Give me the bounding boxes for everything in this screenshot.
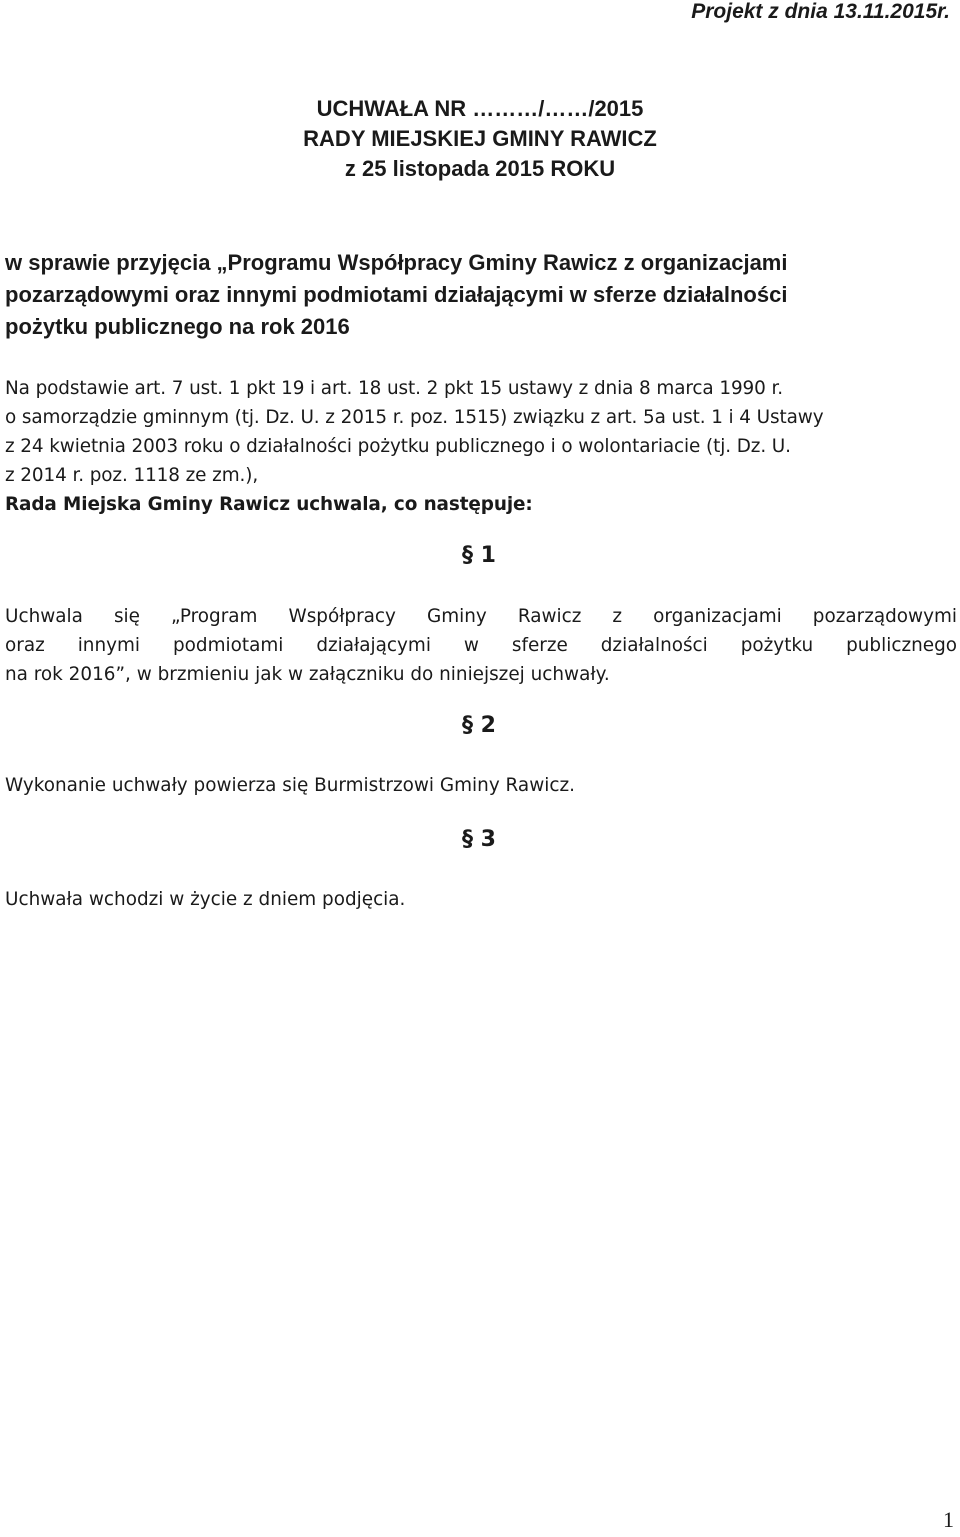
section-3-heading bbox=[462, 827, 496, 852]
page-number: 1 bbox=[943, 1507, 954, 1532]
subject-line: pozarządowymi oraz innymi podmiotami działającymi w sferze działalności bbox=[5, 282, 788, 307]
subject-line: w sprawie przyjęcia „Programu Współpracy Gminy Rawicz z organizacjami bbox=[5, 250, 788, 275]
section-1-line: na rok 2016”, w brzmieniu jak w załączniku do niniejszej uchwały. bbox=[5, 664, 610, 685]
subject-line: pożytku publicznego na rok 2016 bbox=[5, 314, 350, 339]
resolution-number: UCHWAŁA NR ………/……/2015 bbox=[316, 96, 644, 121]
council-name: RADY MIEJSKIEJ GMINY RAWICZ bbox=[303, 126, 657, 151]
enacting-clause: Rada Miejska Gminy Rawicz uchwala, co następuje: bbox=[5, 494, 533, 515]
section-1-text bbox=[5, 602, 957, 689]
section-3-text: Uchwała wchodzi w życie z dniem podjęcia. bbox=[5, 889, 406, 910]
legal-basis-line: Na podstawie art. 7 ust. 1 pkt 19 i art. 18 ust. 2 pkt 15 ustawy z dnia 8 marca 1990 r. bbox=[5, 378, 784, 399]
section-number: 1 bbox=[480, 543, 496, 568]
section-symbol: § bbox=[462, 543, 473, 568]
section-2-heading bbox=[462, 713, 496, 738]
legal-basis-line: o samorządzie gminnym (tj. Dz. U. z 2015 r. poz. 1515) związku z art. 5a ust. 1 i 4 Ustawy bbox=[5, 407, 824, 428]
section-1-heading bbox=[462, 543, 496, 568]
section-2-text: Wykonanie uchwały powierza się Burmistrzowi Gminy Rawicz. bbox=[5, 775, 575, 796]
section-symbol: § bbox=[462, 713, 473, 738]
section-number: 2 bbox=[480, 713, 496, 738]
project-date: Projekt z dnia 13.11.2015r. bbox=[691, 0, 950, 23]
section-1-line: oraz innymi podmiotami działającymi w sferze działalności pożytku publicznego bbox=[5, 635, 957, 656]
section-number: 3 bbox=[480, 827, 496, 852]
resolution-subject bbox=[5, 247, 960, 343]
section-1-line: Uchwala się „Program Współpracy Gminy Rawicz z organizacjami pozarządowymi bbox=[5, 606, 957, 627]
resolution-date: z 25 listopada 2015 ROKU bbox=[344, 156, 616, 181]
legal-basis-line: z 2014 r. poz. 1118 ze zm.), bbox=[5, 465, 259, 486]
section-symbol: § bbox=[462, 827, 473, 852]
legal-basis-line: z 24 kwietnia 2003 roku o działalności pożytku publicznego i o wolontariacie (tj. Dz. U. bbox=[5, 436, 791, 457]
legal-basis bbox=[5, 374, 960, 519]
